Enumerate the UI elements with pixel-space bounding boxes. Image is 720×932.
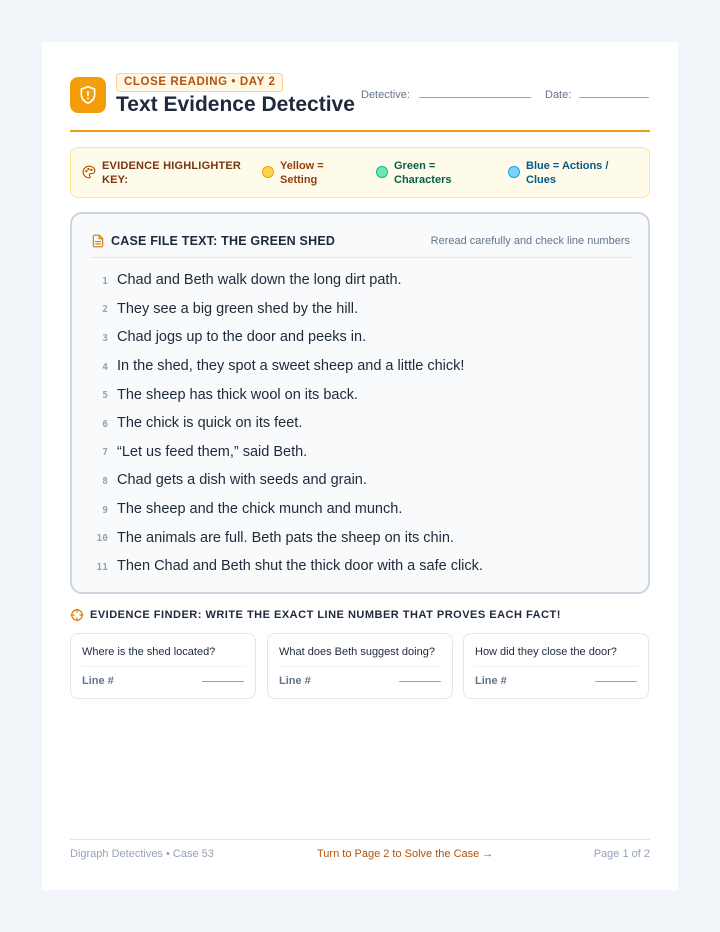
answer-blank[interactable] (399, 681, 441, 682)
case-file-title: CASE FILE TEXT: THE GREEN SHED (111, 234, 336, 248)
document-icon (91, 234, 105, 253)
evidence-finder-title: EVIDENCE FINDER: WRITE THE EXACT LINE NUMBER THAT PROVES EACH FACT! (90, 609, 561, 621)
key-item-setting (262, 159, 346, 187)
line-number-label: Line # (279, 675, 311, 687)
line-number: 7 (102, 447, 108, 459)
date-label: Date: (545, 89, 572, 101)
story-line (90, 295, 630, 324)
date-field[interactable] (579, 97, 649, 98)
key-item-label: Yellow = Setting (280, 160, 324, 186)
footer-divider (70, 839, 650, 840)
question-card (463, 633, 649, 699)
detective-label: Detective: (361, 89, 410, 101)
header-divider (70, 130, 650, 132)
key-item-actions (508, 159, 626, 187)
line-number: 2 (102, 304, 108, 316)
question-card (70, 633, 256, 699)
line-number: 1 (102, 275, 108, 287)
card-divider (82, 666, 245, 667)
key-item-label: Green = Characters (394, 160, 452, 186)
question-text: What does Beth suggest doing? (279, 646, 435, 658)
line-number-label: Line # (475, 675, 507, 687)
line-number: 9 (102, 504, 108, 516)
page-number: Page 1 of 2 (593, 848, 650, 860)
page-title: Text Evidence Detective (116, 93, 355, 116)
line-number: 10 (96, 533, 108, 545)
card-divider (279, 666, 442, 667)
key-title: EVIDENCE HIGHLIGHTER KEY: (102, 160, 242, 186)
key-item-label: Blue = Actions / Clues (526, 160, 609, 186)
question-text: How did they close the door? (475, 646, 617, 658)
story-line (90, 495, 630, 524)
line-number-label: Line # (82, 675, 114, 687)
crosshair-icon (70, 608, 84, 627)
line-text: They see a big green shed by the hill. (117, 300, 359, 317)
line-text: The chick is quick on its feet. (117, 415, 303, 432)
story-line (90, 409, 630, 438)
story-line (90, 352, 630, 381)
line-text: The sheep and the chick munch and munch. (117, 501, 403, 518)
line-number: 6 (102, 418, 108, 430)
line-number: 3 (102, 332, 108, 344)
story-line (90, 266, 630, 295)
story-line (90, 323, 630, 352)
line-text: Chad gets a dish with seeds and grain. (117, 472, 367, 489)
case-file-divider (90, 257, 632, 258)
story-line (90, 523, 630, 552)
answer-blank[interactable] (202, 681, 244, 682)
blue-swatch (508, 166, 520, 178)
line-text: The animals are full. Beth pats the sheep on its chin. (117, 529, 454, 546)
line-text: The sheep has thick wool on its back. (117, 386, 358, 403)
line-text: Chad and Beth walk down the long dirt path. (117, 272, 402, 289)
next-page-link[interactable]: Turn to Page 2 to Solve the Case → (317, 848, 494, 860)
story-line (90, 466, 630, 495)
line-number: 4 (102, 361, 108, 373)
answer-blank[interactable] (595, 681, 637, 682)
case-file-panel (70, 212, 650, 594)
detective-name-field[interactable] (419, 97, 531, 98)
line-number: 8 (102, 475, 108, 487)
line-text: “Let us feed them,” said Beth. (117, 443, 308, 460)
shield-alert-icon (70, 77, 106, 113)
line-number: 5 (102, 390, 108, 402)
lesson-tag: CLOSE READING • DAY 2 (116, 73, 283, 92)
line-number: 11 (96, 561, 108, 573)
card-divider (475, 666, 638, 667)
question-text: Where is the shed located? (82, 646, 216, 658)
highlighter-key (70, 147, 650, 198)
case-file-note: Reread carefully and check line numbers (430, 235, 630, 247)
key-item-characters (376, 159, 474, 187)
footer-series: Digraph Detectives • Case 53 (70, 848, 214, 860)
worksheet-page (42, 42, 678, 890)
line-text: Chad jogs up to the door and peeks in. (117, 329, 367, 346)
story-line (90, 380, 630, 409)
yellow-swatch (262, 166, 274, 178)
green-swatch (376, 166, 388, 178)
palette-icon (82, 165, 96, 184)
line-text: Then Chad and Beth shut the thick door with a safe click. (117, 558, 483, 575)
question-card (267, 633, 453, 699)
story-lines (90, 266, 630, 581)
story-line (90, 438, 630, 467)
story-line (90, 552, 630, 581)
line-text: In the shed, they spot a sweet sheep and a little chick! (117, 358, 465, 375)
